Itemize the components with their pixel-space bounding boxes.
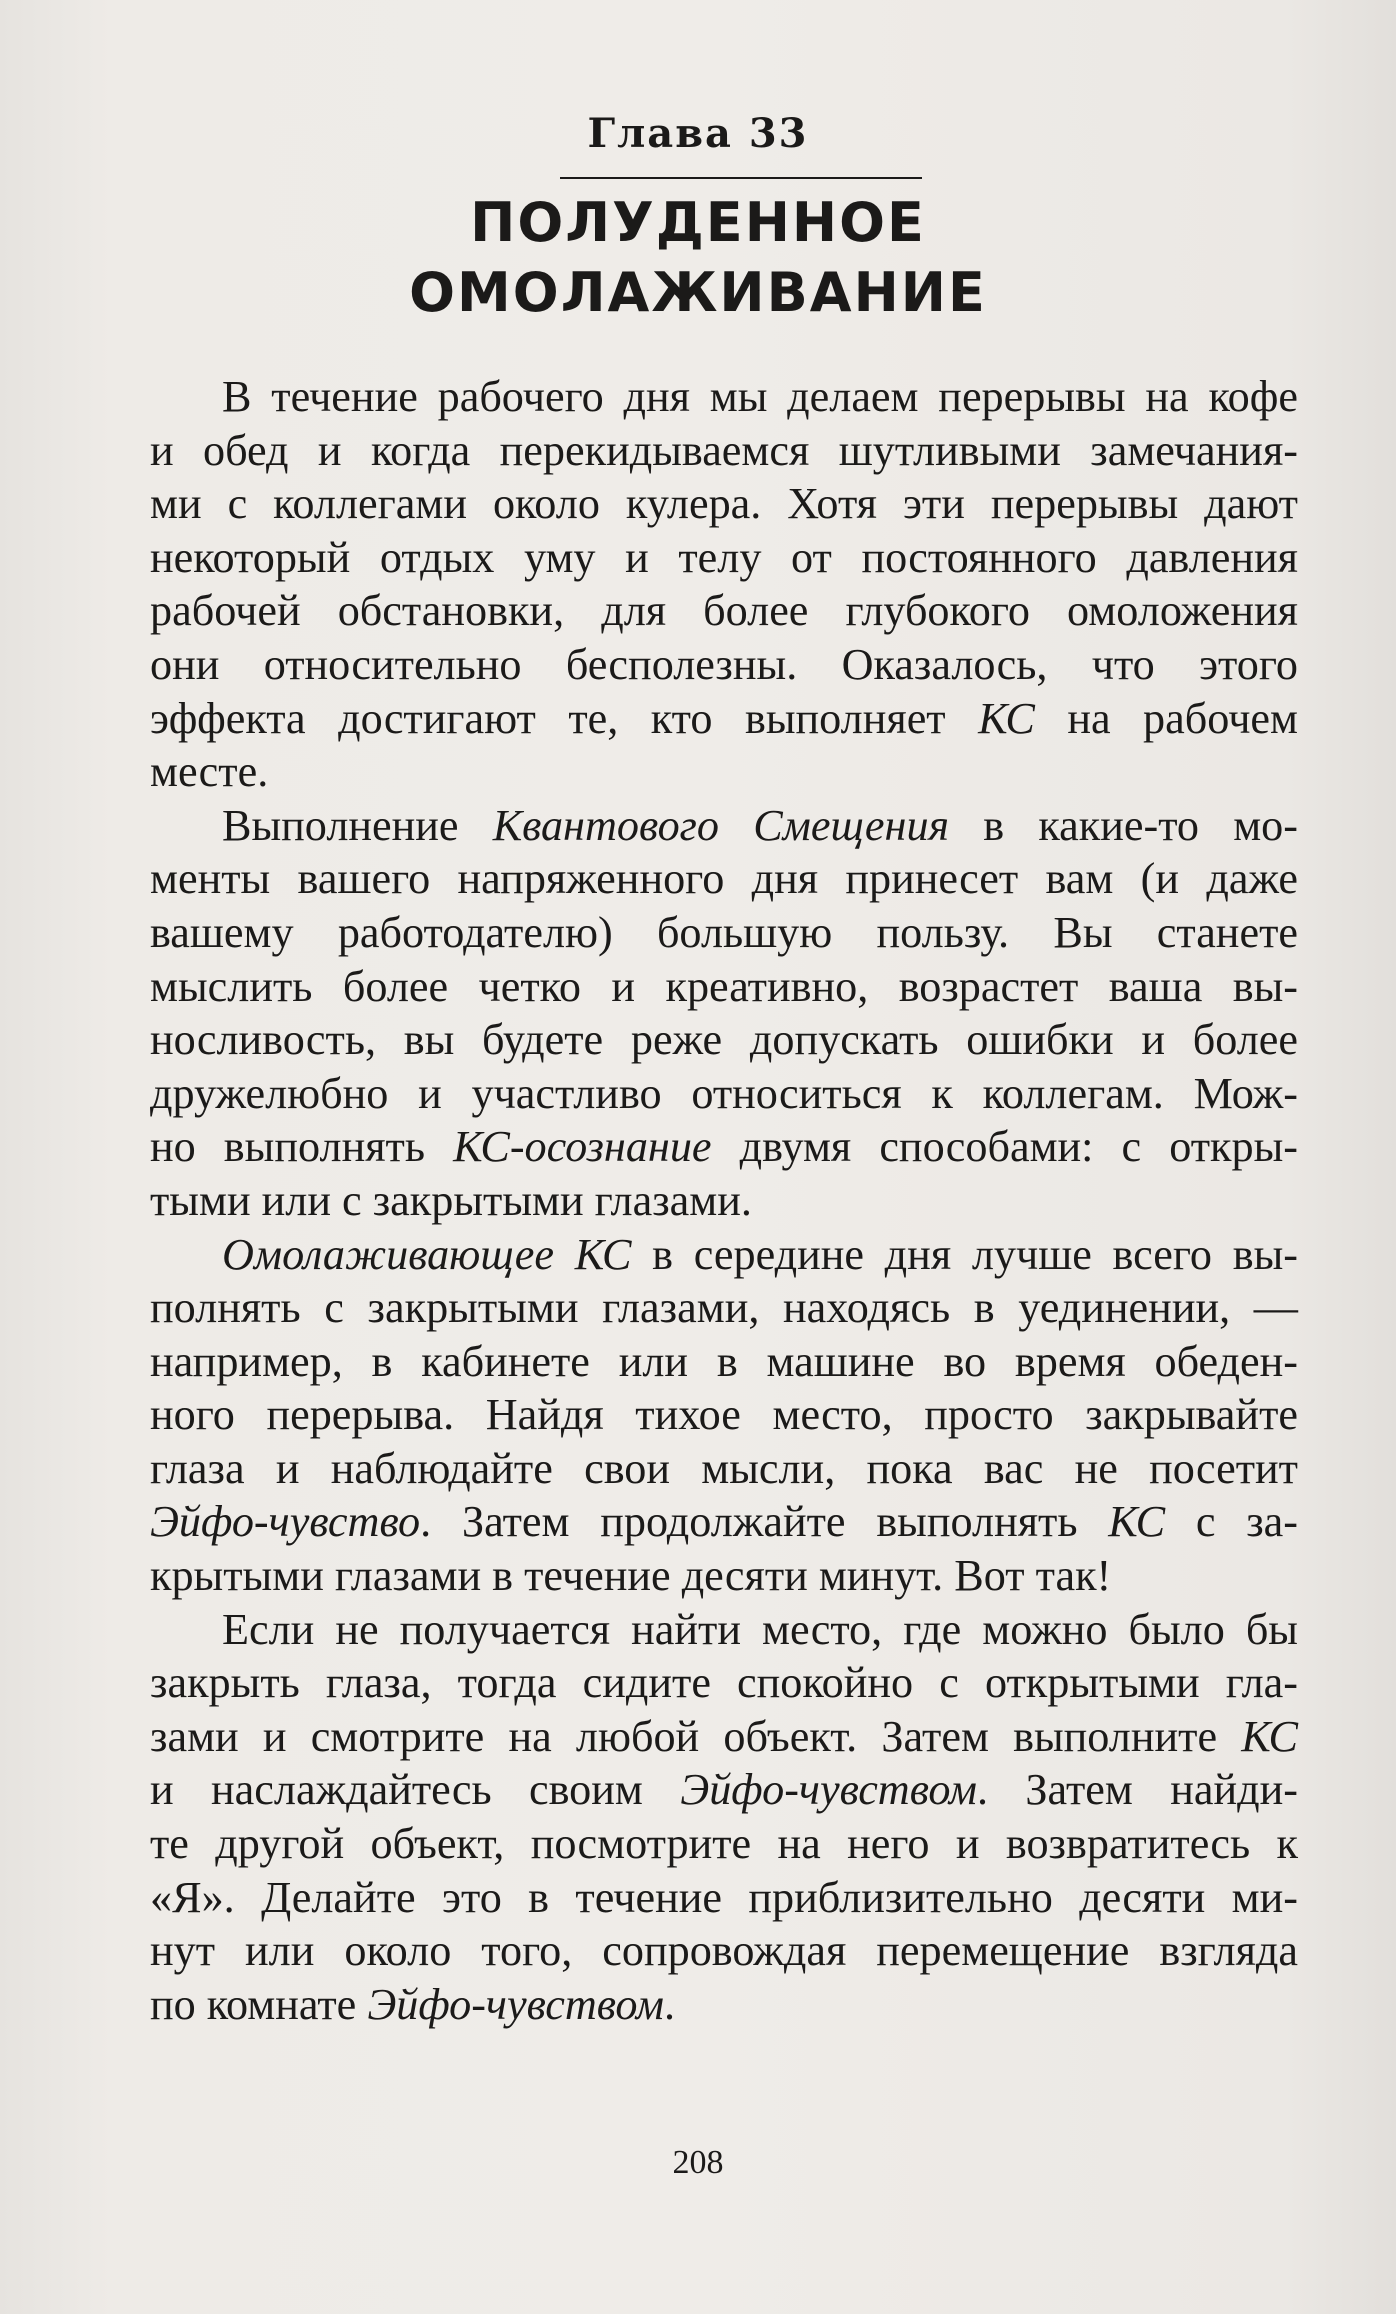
text-segment: нут или около того, сопровождая перемещение взгляда: [150, 1926, 1298, 1976]
italic-term: КС: [1241, 1711, 1298, 1761]
text-line: [150, 1335, 1298, 1389]
text-segment: .: [663, 1979, 676, 2029]
text-segment: и наслаждайтесь своим: [150, 1765, 681, 1815]
text-segment: крытыми глазами в течение десяти минут. Вот так!: [150, 1551, 1112, 1601]
paragraph: [150, 370, 1298, 799]
text-segment: зами и смотрите на любой объект. Затем выполните: [150, 1711, 1242, 1761]
text-segment: менты вашего напряженного дня принесет вам (и даже: [150, 854, 1298, 904]
italic-term: Эйфо-чувством: [680, 1765, 977, 1815]
text-segment: они относительно бесполезны. Оказалось, что этого: [150, 639, 1298, 689]
text-line: [150, 1495, 1298, 1549]
text-line: [150, 745, 1298, 799]
text-line: [150, 424, 1298, 478]
paragraph: [150, 1228, 1298, 1603]
text-segment: в какие-то мо-: [949, 800, 1298, 850]
chapter-label: Глава 33: [587, 110, 809, 157]
chapter-title-line-1: ПОЛУДЕННОЕ: [470, 191, 926, 254]
text-segment: мыслить более четко и креативно, возрастет ваша вы-: [150, 961, 1298, 1011]
text-line: [150, 638, 1298, 692]
text-segment: например, в кабинете или в машине во время обеден-: [150, 1336, 1298, 1386]
italic-term: Эйфо-чувство: [150, 1497, 421, 1547]
text-segment: рабочей обстановки, для более глубокого омоложения: [150, 586, 1298, 636]
text-segment: . Затем найди-: [976, 1765, 1298, 1815]
text-segment: носливость, вы будете реже допускать ошибки и более: [150, 1015, 1298, 1065]
text-line: [150, 692, 1298, 746]
chapter-title: [0, 188, 1396, 328]
text-segment: в середине дня лучше всего вы-: [631, 1229, 1298, 1279]
italic-term: КС: [978, 693, 1035, 743]
text-line: [150, 1442, 1298, 1496]
text-segment: дружелюбно и участливо относиться к коллегам. Мож-: [150, 1068, 1298, 1118]
text-segment: В течение рабочего дня мы делаем перерывы на кофе: [222, 372, 1298, 421]
text-segment: . Затем продолжайте выполнять: [420, 1497, 1109, 1547]
chapter-title-line-2: ОМОЛАЖИВАНИЕ: [409, 261, 987, 324]
text-line: [150, 1228, 1298, 1282]
text-line: [150, 1013, 1298, 1067]
text-line: [150, 906, 1298, 960]
text-line: [150, 1924, 1298, 1978]
text-line: [150, 477, 1298, 531]
text-line: [150, 1120, 1298, 1174]
text-line: [150, 852, 1298, 906]
text-line: [150, 1388, 1298, 1442]
text-line: [150, 1871, 1298, 1925]
text-segment: Выполнение: [222, 800, 493, 850]
text-segment: глаза и наблюдайте свои мысли, пока вас не посетит: [150, 1443, 1298, 1493]
text-line: [150, 1549, 1298, 1603]
text-line: [150, 1281, 1298, 1335]
text-segment: двумя способами: с откры-: [711, 1122, 1298, 1172]
text-segment: Если не получается найти место, где можно было бы: [222, 1604, 1298, 1654]
italic-term: КС: [1108, 1497, 1166, 1547]
chapter-divider: [560, 177, 922, 179]
text-line: [150, 960, 1298, 1014]
text-segment: на рабочем: [1034, 693, 1298, 743]
text-line: [150, 1174, 1298, 1228]
text-segment: тыми или с закрытыми глазами.: [150, 1175, 752, 1225]
text-line: [150, 1603, 1298, 1657]
italic-term: Квантового Смещения: [492, 800, 950, 850]
text-line: [150, 531, 1298, 585]
text-segment: ного перерыва. Найдя тихое место, просто закрывайте: [150, 1390, 1298, 1440]
text-line: [150, 1763, 1298, 1817]
paragraph: [150, 799, 1298, 1228]
text-line: [150, 1978, 1298, 2032]
text-line: [150, 799, 1298, 853]
paragraph: [150, 1603, 1298, 2032]
text-line: [150, 584, 1298, 638]
text-line: [150, 1656, 1298, 1710]
text-segment: и обед и когда перекидываемся шутливыми замечания-: [150, 425, 1298, 475]
text-segment: по комнате: [150, 1979, 368, 2029]
text-line: [150, 1067, 1298, 1121]
italic-term: КС-осознание: [453, 1122, 712, 1172]
text-segment: «Я». Делайте это в течение приблизительно десяти ми-: [150, 1872, 1298, 1922]
text-line: [150, 1710, 1298, 1764]
text-segment: но выполнять: [150, 1122, 454, 1172]
page-number: 208: [672, 2144, 724, 2181]
text-line: [150, 370, 1298, 424]
text-line: [150, 1817, 1298, 1871]
text-segment: ми с коллегами около кулера. Хотя эти перерывы дают: [150, 479, 1298, 529]
text-segment: вашему работодателю) большую пользу. Вы станете: [150, 907, 1298, 957]
text-segment: с за-: [1165, 1497, 1298, 1547]
text-segment: эффекта достигают те, кто выполняет: [150, 693, 979, 743]
italic-term: Эйфо-чувством: [367, 1979, 664, 2029]
text-segment: некоторый отдых уму и телу от постоянного давления: [150, 532, 1298, 582]
text-segment: полнять с закрытыми глазами, находясь в уединении, —: [150, 1283, 1298, 1333]
text-segment: те другой объект, посмотрите на него и возвратитесь к: [150, 1819, 1298, 1869]
text-segment: закрыть глаза, тогда сидите спокойно с открытыми гла-: [150, 1658, 1298, 1708]
italic-term: Омолаживающее КС: [222, 1229, 632, 1279]
chapter-body: [150, 370, 1298, 2031]
text-segment: месте.: [150, 747, 269, 797]
